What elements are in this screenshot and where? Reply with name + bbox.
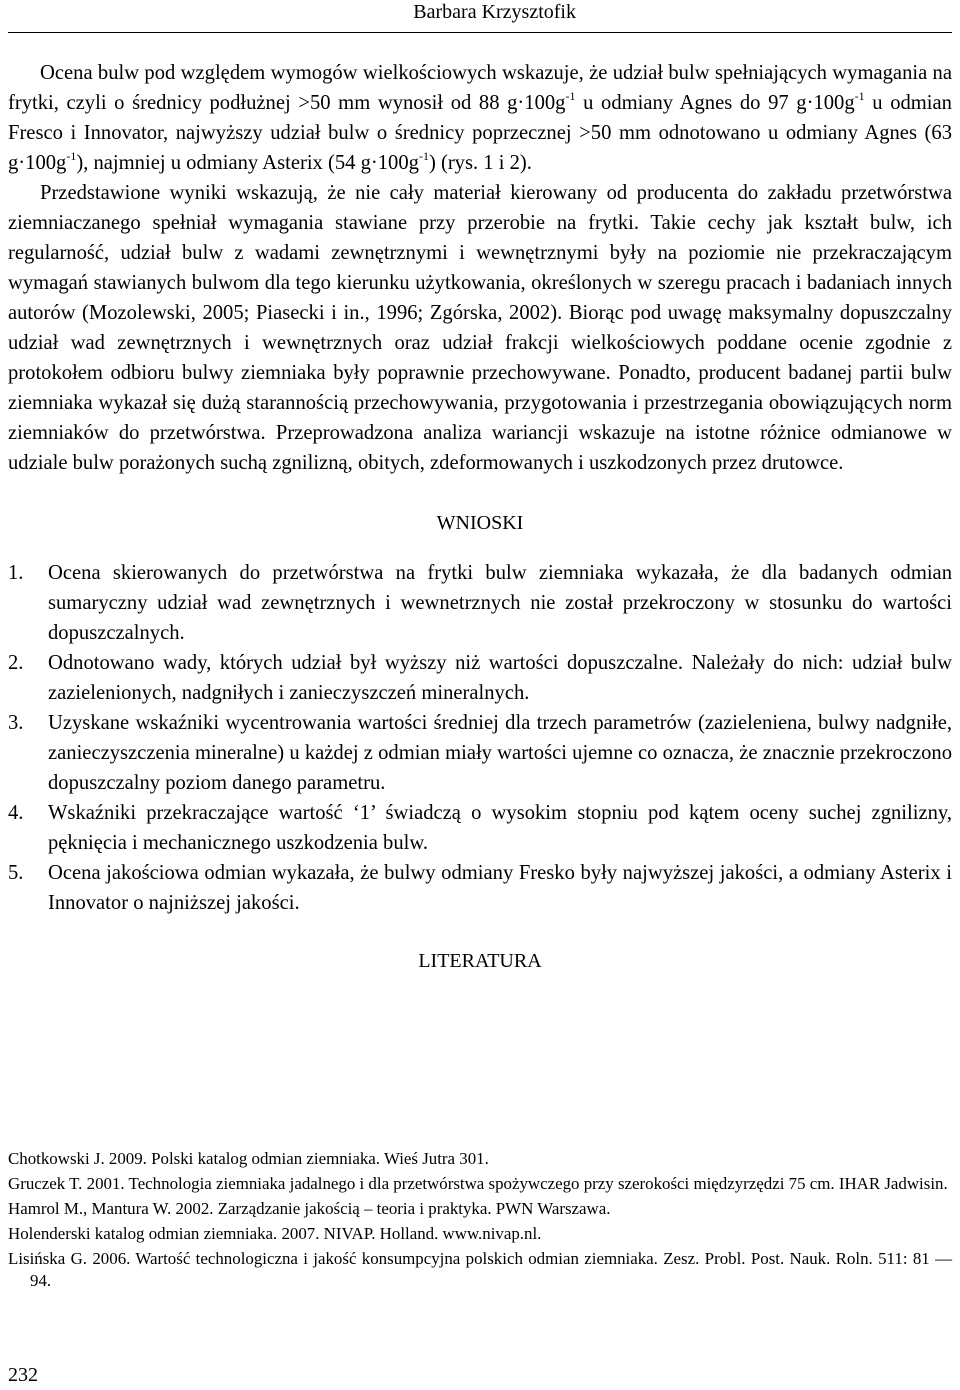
reference-item: Hamrol M., Mantura W. 2002. Zarządzanie jakością – teoria i praktyka. PWN Warszawa. (8, 1199, 611, 1218)
unit-exponent: -1 (854, 89, 865, 103)
conclusion-item (8, 858, 952, 918)
references-list (8, 1148, 952, 1295)
results-text-5: ) (rys. 1 i 2). (428, 152, 532, 174)
results-text-1: Ocena bulw pod względem wymogów wielkościowych wskazuje, że udział bulw spełniających wymagania na frytki, czyli o średnicy podłużnej >50 mm wynosił od 88 g·100g (8, 62, 952, 114)
page-number: 232 (8, 1364, 38, 1386)
conclusion-item (8, 798, 952, 858)
conclusion-number: 4. (8, 802, 24, 824)
conclusion-item (8, 708, 952, 798)
conclusions-list (8, 558, 952, 918)
reference-item: Chotkowski J. 2009. Polski katalog odmian ziemniaka. Wieś Jutra 301. (8, 1149, 489, 1168)
header-rule (8, 32, 952, 33)
results-text-3: u odmian Fresco i Innovator, najwyższy udział bulw o średnicy poprzecznej >50 mm odnotowano u odmiany Agnes (63 g·100g (8, 92, 952, 174)
conclusion-text: Uzyskane wskaźniki wycentrowania wartości średniej dla trzech parametrów (zazieleniena, bulwy nadgniłe, zanieczyszczenia mineralne) u każdej z odmian miały wartości ujemne co oznacza, że znacznie przekroczono dopuszczalny poziom danego parametru. (48, 712, 952, 794)
conclusions-title: WNIOSKI (436, 512, 524, 534)
conclusion-text: Odnotowano wady, których udział był wyższy niż wartości dopuszczalne. Należały do nich: udział bulw zazielenionych, nadgniłych i zanieczyszczeń mineralnych. (48, 652, 952, 704)
running-header: Barbara Krzysztofik (413, 1, 576, 23)
unit-exponent: -1 (66, 149, 77, 163)
conclusion-text: Wskaźniki przekraczające wartość ‘1’ świadczą o wysokim stopniu pod kątem oceny suchej zgnilizny, pęknięcia i mechanicznego uszkodzenia bulw. (48, 802, 952, 854)
results-text-2: u odmiany Agnes do 97 g·100g (575, 92, 855, 114)
results-paragraph (8, 58, 952, 178)
unit-exponent: -1 (418, 149, 429, 163)
conclusion-number: 1. (8, 562, 24, 584)
conclusion-text: Ocena skierowanych do przetwórstwa na frytki bulw ziemniaka wykazała, że dla badanych odmian sumaryczny udział wad zewnętrznych i wewnetrznych nie został przekroczony w stosunku do wartości dopuszczalnych. (48, 562, 952, 644)
main-text (8, 58, 952, 976)
conclusion-number: 5. (8, 862, 24, 884)
conclusion-number: 2. (8, 652, 24, 674)
conclusion-number: 3. (8, 712, 24, 734)
unit-exponent: -1 (565, 89, 576, 103)
reference-item: Holenderski katalog odmian ziemniaka. 2007. NIVAP. Holland. www.nivap.nl. (8, 1224, 542, 1243)
conclusion-text: Ocena jakościowa odmian wykazała, że bulwy odmiany Fresko były najwyższej jakości, a odmiany Asterix i Innovator o najniższej jakości. (48, 862, 952, 914)
discussion-paragraph: Przedstawione wyniki wskazują, że nie cały materiał kierowany od producenta do zakładu przetwórstwa ziemniaczanego spełniał wymagania stawiane przy przerobie na frytki. Takie cechy jak kształt bulw, ich regularność, udział bulw z wadami zewnętrznymi i wewnętrznymi były na poziomie nie przekraczającym wymagań stawianych bulwom dla tego kierunku użytkowania, określonych w szeregu pracach i badaniach innych autorów (Mozolewski, 2005; Piasecki i in., 1996; Zgórska, 2002). Biorąc pod uwagę maksymalny dopuszczalny udział wad zewnętrznych i wewnętrznych oraz udział frakcji wielkościowych poddane ocenie zgodnie z protokołem odbioru bulwy ziemniaka były poprawnie przechowywane. Ponadto, producent badanej partii bulw ziemniaka wykazał się dużą starannością przechowywania, przygotowania i przestrzegania obowiązujących norm ziemniaków do przetwórstwa. Przeprowadzona analiza wariancji wskazuje na istotne różnice odmianowe w udziale bulw porażonych suchą zgnilizną, obitych, zdeformowanych i uszkodzonych przez drutowce. (8, 182, 952, 474)
results-text-4: ), najmniej u odmiany Asterix (54 g·100g (76, 152, 419, 174)
reference-item: Gruczek T. 2001. Technologia ziemniaka jadalnego i dla przetwórstwa spożywczego przy szerokości międzyrzędzi 75 cm. IHAR Jadwisin. (8, 1174, 948, 1193)
reference-item: Lisińska G. 2006. Wartość technologiczna i jakość konsumpcyjna polskich odmian ziemniaka. Zesz. Probl. Post. Nauk. Roln. 511: 81 — 94. (8, 1249, 952, 1290)
conclusion-item (8, 648, 952, 708)
conclusion-item (8, 558, 952, 648)
references-title: LITERATURA (418, 950, 542, 972)
